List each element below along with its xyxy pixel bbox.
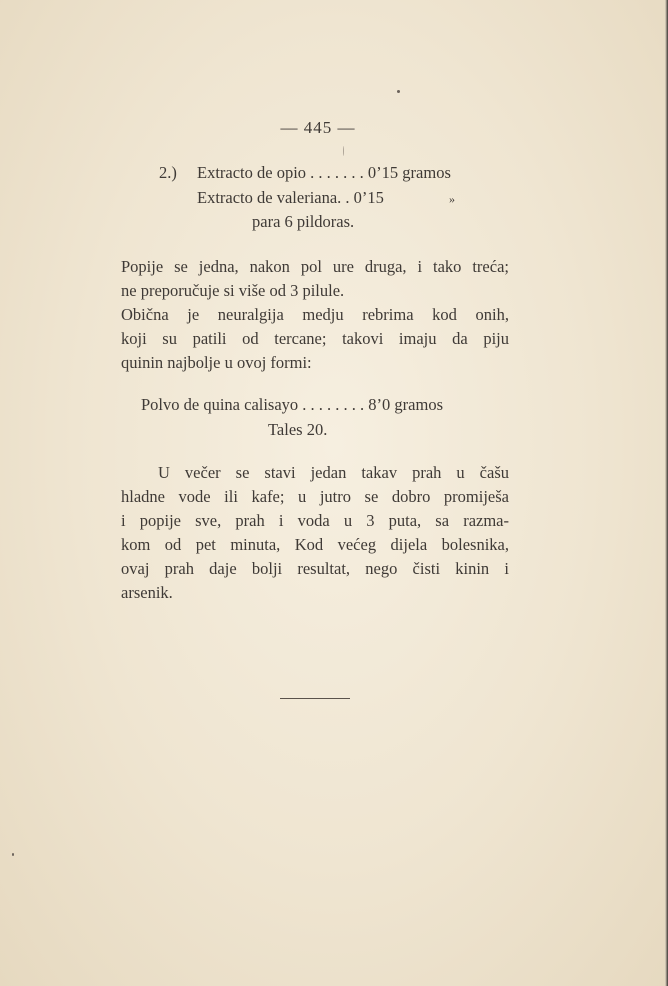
paragraph-line: koji su patili od tercane; takovi imaju da piju [121, 329, 509, 348]
recipe-number: 2.) [159, 163, 177, 182]
ditto-mark: » [449, 192, 455, 206]
recipe-line: Tales 20. [268, 420, 328, 439]
section-divider [280, 698, 350, 699]
recipe-line: Extracto de valeriana. . 0’15 [197, 188, 384, 207]
paragraph-line: Popije se jedna, nakon pol ure druga, i tako treća; [121, 257, 509, 276]
paper-speck [397, 90, 400, 93]
paragraph-line: quinin najbolje u ovoj formi: [121, 353, 312, 372]
paragraph-line: arsenik. [121, 583, 173, 602]
paragraph-line: U večer se stavi jedan takav prah u čašu [158, 463, 509, 482]
paragraph-line: i popije sve, prah i voda u 3 puta, sa razma- [121, 511, 509, 530]
paragraph-line: Obična je neuralgija medju rebrima kod onih, [121, 305, 509, 324]
paper-speck [12, 853, 14, 856]
recipe-line: para 6 pildoras. [252, 212, 355, 231]
recipe-line: Polvo de quina calisayo . . . . . . . . 8’0 gramos [141, 395, 443, 414]
paper-speck [343, 146, 344, 156]
paragraph-line: hladne vode ili kafe; u jutro se dobro promiješa [121, 487, 509, 506]
page-number: — 445 — [280, 118, 356, 137]
recipe-line: Extracto de opio . . . . . . . 0’15 gramos [197, 163, 451, 182]
paragraph-line: kom od pet minuta, Kod većeg dijela bolesnika, [121, 535, 509, 554]
paragraph-line: ne preporučuje si više od 3 pilule. [121, 281, 345, 300]
paragraph-line: ovaj prah daje bolji resultat, nego čisti kinin i [121, 559, 509, 578]
